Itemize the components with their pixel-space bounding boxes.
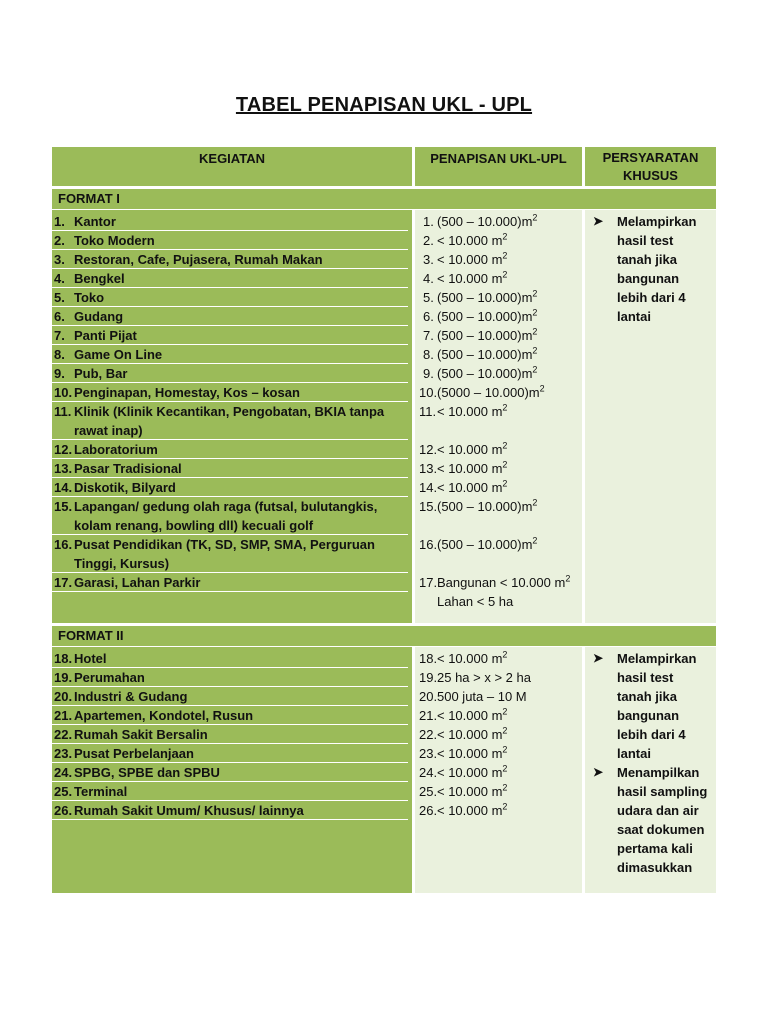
activity-text: Pub, Bar	[74, 366, 128, 381]
superscript-exponent: 2	[532, 212, 538, 223]
requirement-text: Menampilkan	[617, 765, 700, 780]
screening-text: < 10.000 m	[437, 727, 503, 742]
screening-value	[437, 497, 537, 516]
activity-text: Garasi, Lahan Parkir	[74, 575, 201, 590]
activity-text: Pusat Perbelanjaan	[74, 746, 194, 761]
activity-number: 12.	[54, 442, 73, 457]
activity-number: 18.	[54, 651, 73, 666]
activity-number: 1.	[54, 214, 65, 229]
screening-value	[437, 478, 507, 497]
screening-value	[437, 592, 513, 611]
screening-value	[437, 725, 507, 744]
format-2-screening	[415, 647, 582, 893]
requirement-text: hasil test	[617, 670, 674, 685]
superscript-exponent: 2	[502, 231, 508, 242]
screening-value	[437, 288, 537, 307]
arrow-bullet-icon: ➤	[593, 765, 604, 779]
activity-text: kolam renang, bowling dll) kecuali golf	[74, 518, 314, 533]
screening-text: (500 – 10.000)m	[437, 537, 533, 552]
activity-text: Pusat Pendidikan (TK, SD, SMP, SMA, Perguruan	[74, 537, 375, 552]
screening-text: Lahan < 5 ha	[437, 594, 514, 609]
activity-number: 26.	[54, 803, 73, 818]
screening-text: < 10.000 m	[437, 765, 503, 780]
activity-text: Rumah Sakit Bersalin	[74, 727, 208, 742]
requirement-text: dimasukkan	[617, 860, 693, 875]
format-1-label: FORMAT I	[52, 189, 716, 209]
requirement-text: tanah jika	[617, 252, 677, 267]
screening-number: 4.	[423, 271, 434, 286]
screening-text: (500 – 10.000)m	[437, 366, 533, 381]
activity-text: Hotel	[74, 651, 107, 666]
superscript-exponent: 2	[502, 763, 508, 774]
requirement-text: Melampirkan	[617, 214, 697, 229]
superscript-exponent: 2	[502, 725, 508, 736]
superscript-exponent: 2	[502, 478, 508, 489]
activity-text: Terminal	[74, 784, 128, 799]
superscript-exponent: 2	[532, 345, 538, 356]
screening-text: (500 – 10.000)m	[437, 499, 533, 514]
screening-text: < 10.000 m	[437, 480, 503, 495]
superscript-exponent: 2	[502, 744, 508, 755]
activity-number: 6.	[54, 309, 65, 324]
screening-text: < 10.000 m	[437, 233, 503, 248]
requirement-text: lebih dari 4	[617, 290, 686, 305]
screening-number: 7.	[423, 328, 434, 343]
format-1-activities	[52, 210, 412, 623]
screening-value	[437, 345, 537, 364]
screening-number: 23.	[419, 746, 438, 761]
superscript-exponent: 2	[502, 782, 508, 793]
superscript-exponent: 2	[502, 649, 508, 660]
activity-text: Industri & Gudang	[74, 689, 188, 704]
superscript-exponent: 2	[502, 440, 508, 451]
screening-value	[437, 649, 507, 668]
activity-number: 14.	[54, 480, 73, 495]
superscript-exponent: 2	[502, 402, 508, 413]
superscript-exponent: 2	[532, 307, 538, 318]
activity-text: Lapangan/ gedung olah raga (futsal, bulutangkis,	[74, 499, 378, 514]
screening-value	[437, 364, 537, 383]
activity-number: 5.	[54, 290, 65, 305]
requirement-item	[585, 212, 716, 326]
activity-text: Rumah Sakit Umum/ Khusus/ lainnya	[74, 803, 304, 818]
row-separator	[52, 287, 408, 288]
screening-number: 21.	[419, 708, 438, 723]
screening-text: < 10.000 m	[437, 442, 503, 457]
screening-number: 25.	[419, 784, 438, 799]
screening-text: < 10.000 m	[437, 252, 503, 267]
screening-value	[437, 801, 507, 820]
screening-number: 8.	[423, 347, 434, 362]
activity-number: 23.	[54, 746, 73, 761]
screening-value	[437, 402, 507, 421]
row-separator	[52, 591, 408, 592]
superscript-exponent: 2	[502, 459, 508, 470]
activity-text: Panti Pijat	[74, 328, 137, 343]
activity-number: 3.	[54, 252, 65, 267]
screening-text: (500 – 10.000)m	[437, 328, 533, 343]
screening-value	[437, 250, 507, 269]
header-penapisan-label: PENAPISAN UKL-UPL	[430, 151, 567, 166]
screening-text: < 10.000 m	[437, 651, 503, 666]
screening-text: < 10.000 m	[437, 404, 503, 419]
screening-number: 3.	[423, 252, 434, 267]
screening-number: 9.	[423, 366, 434, 381]
activity-number: 20.	[54, 689, 73, 704]
activity-number: 7.	[54, 328, 65, 343]
activity-number: 22.	[54, 727, 73, 742]
activity-text: SPBG, SPBE dan SPBU	[74, 765, 220, 780]
screening-number: 2.	[423, 233, 434, 248]
screening-text: (500 – 10.000)m	[437, 347, 533, 362]
arrow-bullet-icon: ➤	[593, 214, 604, 228]
activity-text: Diskotik, Bilyard	[74, 480, 176, 495]
screening-value	[437, 269, 507, 288]
activity-number: 19.	[54, 670, 73, 685]
superscript-exponent: 2	[502, 250, 508, 261]
activity-text: Laboratorium	[74, 442, 158, 457]
screening-text: < 10.000 m	[437, 784, 503, 799]
arrow-bullet-icon: ➤	[593, 651, 604, 665]
activity-number: 13.	[54, 461, 73, 476]
superscript-exponent: 2	[532, 326, 538, 337]
header-persyaratan	[585, 147, 716, 186]
screening-value	[437, 307, 537, 326]
format-2-activities	[52, 647, 412, 893]
requirement-text: lantai	[617, 309, 651, 324]
superscript-exponent: 2	[502, 269, 508, 280]
header-kegiatan	[52, 147, 412, 186]
activity-text: Klinik (Klinik Kecantikan, Pengobatan, BKIA tanpa	[74, 404, 385, 419]
activity-number: 11.	[54, 404, 72, 419]
format-2-requirements	[585, 647, 716, 893]
format-1-screening	[415, 210, 582, 623]
requirement-text: pertama kali	[617, 841, 693, 856]
activity-number: 15.	[54, 499, 73, 514]
screening-value	[437, 763, 507, 782]
requirement-text: bangunan	[617, 271, 680, 286]
screening-number: 10.	[419, 385, 438, 400]
screening-value	[437, 687, 527, 706]
screening-value	[437, 440, 507, 459]
screening-value	[437, 212, 537, 231]
screening-value	[437, 573, 570, 592]
screening-number: 19.	[419, 670, 438, 685]
screening-text: Bangunan < 10.000 m	[437, 575, 566, 590]
screening-number: 1.	[423, 214, 434, 229]
activity-text: Toko Modern	[74, 233, 155, 248]
superscript-exponent: 2	[532, 497, 538, 508]
activity-text: Bengkel	[74, 271, 125, 286]
activity-number: 9.	[54, 366, 65, 381]
header-persyaratan-line1: PERSYARATAN	[602, 150, 699, 165]
screening-text: (500 – 10.000)m	[437, 309, 533, 324]
screening-number: 6.	[423, 309, 434, 324]
screening-text: (500 – 10.000)m	[437, 214, 533, 229]
format-2-label: FORMAT II	[52, 626, 716, 646]
format-1-requirements	[585, 210, 716, 623]
activity-text: Game On Line	[74, 347, 163, 362]
screening-text: 25 ha > x > 2 ha	[437, 670, 531, 685]
screening-text: < 10.000 m	[437, 746, 503, 761]
activity-number: 16.	[54, 537, 73, 552]
activity-text: Gudang	[74, 309, 124, 324]
activity-number: 10.	[54, 385, 73, 400]
activity-text: Toko	[74, 290, 105, 305]
header-kegiatan-label: KEGIATAN	[199, 151, 265, 166]
activity-text: Restoran, Cafe, Pujasera, Rumah Makan	[74, 252, 323, 267]
activity-number: 2.	[54, 233, 65, 248]
screening-text: < 10.000 m	[437, 271, 503, 286]
row-separator	[52, 819, 408, 820]
activity-number: 8.	[54, 347, 65, 362]
activity-text: Perumahan	[74, 670, 145, 685]
header-persyaratan-line2: KHUSUS	[623, 168, 678, 183]
screening-text: < 10.000 m	[437, 803, 503, 818]
superscript-exponent: 2	[532, 288, 538, 299]
superscript-exponent: 2	[502, 801, 508, 812]
screening-number: 20.	[419, 689, 438, 704]
requirement-item	[585, 649, 716, 763]
requirement-item	[585, 763, 716, 877]
activity-text: Pasar Tradisional	[74, 461, 182, 476]
screening-number: 24.	[419, 765, 438, 780]
screening-number: 16.	[419, 537, 438, 552]
screening-number: 5.	[423, 290, 434, 305]
screening-number: 15.	[419, 499, 438, 514]
activity-text: Penginapan, Homestay, Kos – kosan	[74, 385, 300, 400]
screening-value	[437, 782, 507, 801]
screening-value	[437, 326, 537, 345]
requirement-text: lantai	[617, 746, 651, 761]
screening-number: 22.	[419, 727, 438, 742]
requirement-text: hasil test	[617, 233, 674, 248]
screening-text: (5000 – 10.000)m	[437, 385, 540, 400]
screening-value	[437, 459, 507, 478]
superscript-exponent: 2	[502, 706, 508, 717]
screening-number: 14.	[419, 480, 438, 495]
screening-value	[437, 231, 507, 250]
screening-number: 11.	[419, 404, 437, 419]
screening-value	[437, 706, 507, 725]
screening-value	[437, 668, 531, 687]
requirement-text: tanah jika	[617, 689, 677, 704]
superscript-exponent: 2	[565, 573, 571, 584]
document-title: TABEL PENAPISAN UKL - UPL	[235, 94, 533, 116]
requirement-text: lebih dari 4	[617, 727, 686, 742]
requirement-text: bangunan	[617, 708, 680, 723]
activity-text: Apartemen, Kondotel, Rusun	[74, 708, 254, 723]
activity-number: 24.	[54, 765, 73, 780]
screening-text: < 10.000 m	[437, 461, 503, 476]
screening-number: 12.	[419, 442, 438, 457]
screening-text: (500 – 10.000)m	[437, 290, 533, 305]
screening-text: < 10.000 m	[437, 708, 503, 723]
screening-value	[437, 535, 537, 554]
screening-number: 13.	[419, 461, 438, 476]
screening-number: 17.	[419, 575, 438, 590]
activity-text: Tinggi, Kursus)	[74, 556, 170, 571]
activity-number: 4.	[54, 271, 65, 286]
screening-number: 18.	[419, 651, 438, 666]
screening-text: 500 juta – 10 M	[437, 689, 527, 704]
superscript-exponent: 2	[532, 364, 538, 375]
activity-text: Kantor	[74, 214, 116, 229]
activity-text: rawat inap)	[74, 423, 143, 438]
requirement-text: hasil sampling	[617, 784, 708, 799]
activity-number: 25.	[54, 784, 73, 799]
header-penapisan	[415, 147, 582, 186]
requirement-text: Melampirkan	[617, 651, 697, 666]
superscript-exponent: 2	[539, 383, 545, 394]
screening-value	[437, 383, 545, 402]
activity-number: 17.	[54, 575, 73, 590]
screening-value	[437, 744, 507, 763]
requirement-text: udara dan air	[617, 803, 699, 818]
activity-number: 21.	[54, 708, 73, 723]
superscript-exponent: 2	[532, 535, 538, 546]
screening-number: 26.	[419, 803, 438, 818]
requirement-text: saat dokumen	[617, 822, 705, 837]
